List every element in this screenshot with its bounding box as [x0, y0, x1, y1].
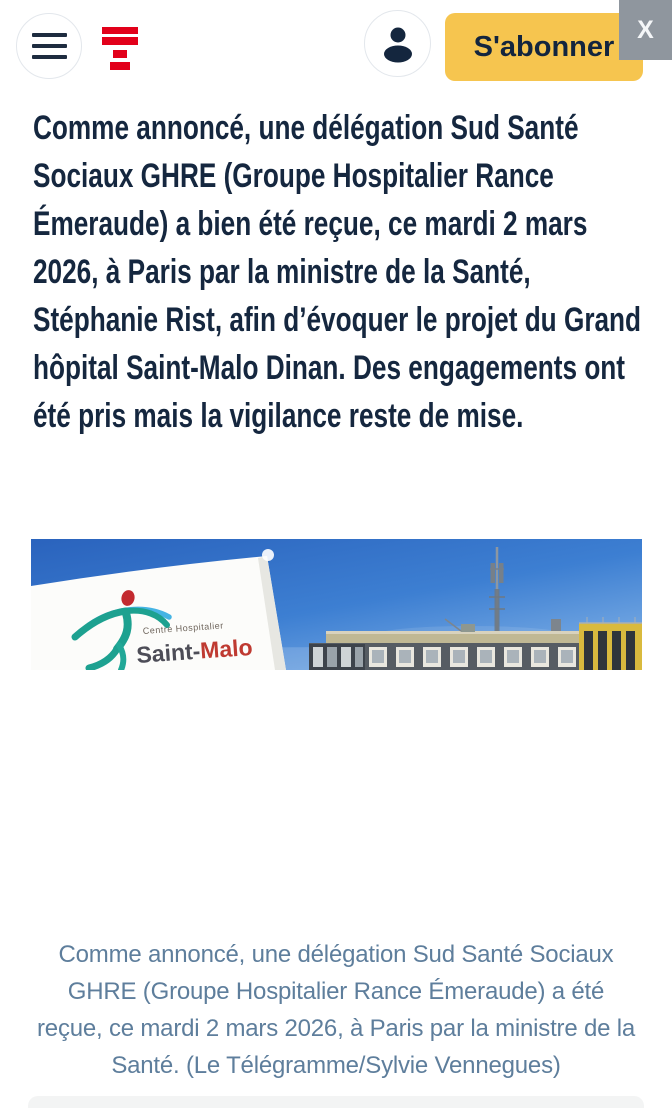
close-button[interactable]: X: [619, 0, 672, 60]
user-icon: [380, 25, 416, 63]
bottom-sheet-edge: [28, 1096, 644, 1108]
le-telegramme-logo-icon[interactable]: [102, 27, 138, 70]
sign-small-text: Centre Hospitalier: [142, 620, 224, 636]
article-headline: [33, 104, 641, 440]
menu-button[interactable]: [16, 13, 82, 79]
article-photo: [31, 539, 642, 670]
subscribe-button[interactable]: S'abonner: [445, 13, 643, 81]
photo-caption: Comme annoncé, une délégation Sud Santé Sociaux GHRE (Groupe Hospitalier Rance Émeraude) a été reçue, ce mardi 2 mars 2026, à Paris par la ministre de la Santé. (Le Télégramme/Sylvie Vennegues): [37, 941, 635, 1079]
account-button[interactable]: [364, 10, 431, 77]
sign-big-text: Saint-Malo: [135, 633, 254, 668]
hospital-photo-illustration: [31, 539, 642, 670]
hamburger-icon: [32, 33, 67, 59]
headline-text: Comme annoncé, une délégation Sud Santé Sociaux GHRE (Groupe Hospitalier Rance Émeraude) a bien été reçue, ce mardi 2 mars 2026, à Paris par la ministre de la Santé, Stéphanie Rist, afin d’évoquer le projet du Grand hôpital Saint-Malo Dinan. Des engagements ont été pris mais la vigilance reste de mise.: [33, 109, 642, 435]
